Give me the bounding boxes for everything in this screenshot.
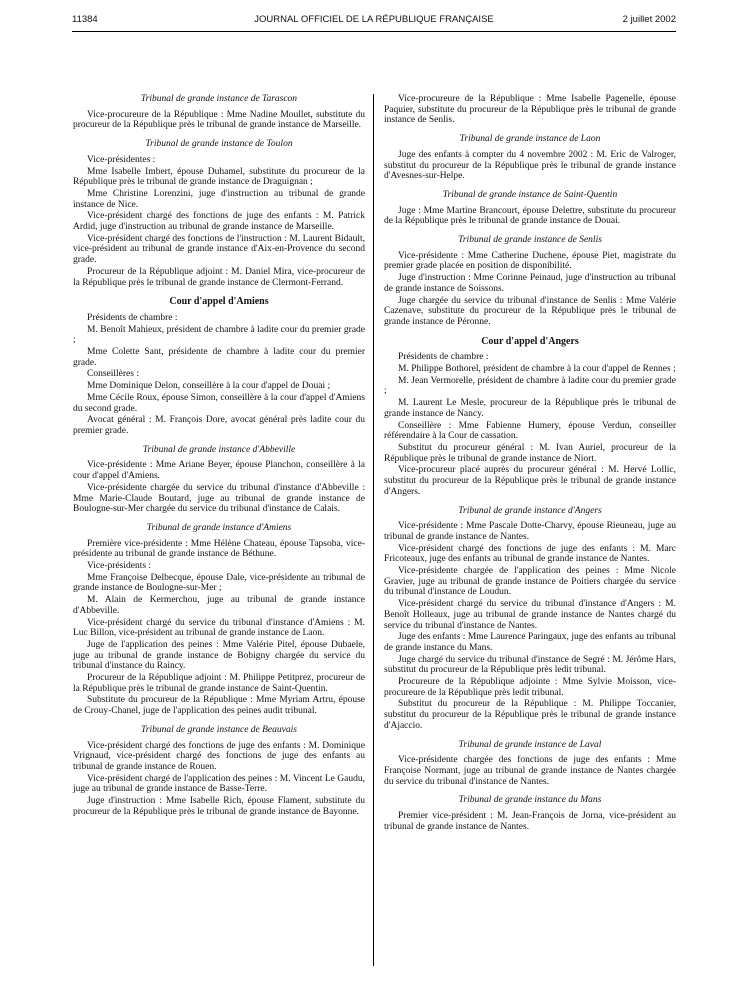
court-heading: Cour d'appel d'Amiens [169,296,269,308]
paragraph: Vice-présidente chargée de l'application des peines : Mme Nicole Gravier, juge au tribunal de grande instance de Poitiers chargée du service du tribunal d'instance de Loudun. [384,566,676,598]
page-number: 11384 [72,14,98,25]
right-column [384,94,676,833]
paragraph: M. Jean Vermorelle, président de chambre à ladite cour du premier grade ; [384,375,676,397]
paragraph: Vice-procureure de la République : Mme Nadine Moullet, substitute du procureur de la République près le tribunal de grande instance de Marseille. [73,109,365,131]
paragraph: Vice-présidentes : [87,154,156,165]
section-heading: Tribunal de grande instance d'Angers [458,505,602,516]
paragraph: Vice-président chargé des fonctions de juge des enfants : M. Dominique Vrignaud, vice-président chargé des fonctions de juge des enfants au tribunal de grande instance de Rouen. [73,740,365,772]
section-heading: Tribunal de grande instance de Senlis [458,235,602,246]
paragraph: Substitut du procureur de la République : M. Philippe Toccanier, substitut du procureur de la République près le tribunal de grande instance d'Ajaccio. [384,699,676,731]
section-heading: Tribunal de grande instance de Toulon [145,139,293,150]
paragraph: Juge d'instruction : Mme Isabelle Rich, épouse Flament, substitute du procureur de la République près le tribunal de grande instance de Bayonne. [73,796,365,817]
paragraph: Avocat général : M. François Dore, avocat général près ladite cour du premier grade. [73,415,365,436]
section-heading: Tribunal de grande instance de Saint-Quentin [442,189,618,200]
paragraph: M. Laurent Le Mesle, procureur de la République près le tribunal de grande instance de Nancy. [384,398,676,419]
paragraph: Vice-procureure de la République : Mme Isabelle Pagenelle, épouse Paquier, substitute du procureur de la République près le tribunal de grande instance de Senlis. [384,94,676,126]
paragraph: Juge : Mme Martine Brancourt, épouse Delettre, substitute du procureur de la République près le tribunal de grande instance de Douai. [384,205,676,227]
section-heading: Tribunal de grande instance d'Amiens [146,522,292,533]
paragraph: Vice-procureur placé auprès du procureur général : M. Hervé Lollic, substitut du procureur de la République près le tribunal de grande instance d'Angers. [384,465,676,497]
paragraph: Juge des enfants à compter du 4 novembre 2002 : M. Eric de Valroger, substitut du procureur de la République près le tribunal de grande instance d'Avesnes-sur-Helpe. [384,149,676,182]
paragraph: Conseillère : Mme Fabienne Humery, épouse Verdun, conseiller référendaire à la Cour de cassation. [384,420,676,442]
paragraph: Mme Françoise Delbecque, épouse Dale, vice-présidente au tribunal de grande instance de Boulogne-sur-Mer ; [73,572,365,594]
section-heading: Tribunal de grande instance de Beauvais [141,724,297,735]
paragraph: Première vice-présidente : Mme Hélène Chateau, épouse Tapsoba, vice-présidente au tribunal de grande instance de Béthune. [73,538,365,560]
paragraph: M. Benoît Mahieux, président de chambre à ladite cour du premier grade ; [73,324,365,346]
section-heading: Tribunal de grande instance du Mans [458,795,602,806]
paragraph: M. Philippe Bothorel, président de chambre à la cour d'appel de Rennes ; [398,364,676,375]
paragraph: Substitute du procureur de la République : Mme Myriam Artru, épouse de Crouy-Chanel, juge de l'application des peines audit tribunal. [73,695,365,717]
paragraph: Mme Cécile Roux, épouse Simon, conseillère à la cour d'appel d'Amiens du second grade. [73,392,365,414]
paragraph: Conseillères : [87,369,139,380]
paragraph: Mme Colette Sant, présidente de chambre à ladite cour du premier grade. [73,347,365,368]
page-header [72,14,676,30]
paragraph: M. Alain de Kermerchou, juge au tribunal de grande instance d'Abbeville. [73,595,365,616]
paragraph: Juge d'instruction : Mme Corinne Peinaud, juge d'instruction au tribunal de grande instance de Soissons. [384,273,676,294]
section-heading: Tribunal de grande instance de Laon [459,134,601,145]
paragraph: Vice-présidente : Mme Catherine Duchene, épouse Piet, magistrate du premier grade placée en position de disponibilité. [384,250,676,272]
issue-date: 2 juillet 2002 [622,14,676,25]
paragraph: Juge des enfants : Mme Laurence Paringaux, juge des enfants au tribunal de grande instance du Mans. [384,632,676,653]
paragraph: Premier vice-président : M. Jean-François de Jorna, vice-président au tribunal de grande instance de Nantes. [384,811,676,832]
paragraph: Procureur de la République adjoint : M. Daniel Mira, vice-procureur de la République près le tribunal de grande instance de Clermont-Ferrand. [73,266,365,288]
paragraph: Vice-président chargé des fonctions de l'instruction : M. Laurent Bidault, vice-président au tribunal de grande instance d'Aix-en-Provence du second grade. [73,233,365,266]
paragraph: Mme Christine Lorenzini, juge d'instruction au tribunal de grande instance de Nice. [73,188,365,210]
paragraph: Présidents de chambre : [87,312,178,323]
paragraph: Mme Dominique Delon, conseillère à la cour d'appel de Douai ; [87,381,331,392]
column-divider [373,94,374,966]
paragraph: Vice-présidente : Mme Ariane Beyer, épouse Planchon, conseillère à la cour d'appel d'Amiens. [73,460,365,482]
paragraph: Vice-président chargé des fonctions de juge des enfants : M. Patrick Ardid, juge d'instruction au tribunal de grande instance de Marseille. [73,211,365,233]
paragraph: Juge de l'application des peines : Mme Valérie Pitel, épouse Dubaele, juge au tribunal de grande instance de Bobigny chargée du service du tribunal d'instance du Raincy. [73,639,365,672]
paragraph: Vice-président chargé de l'application des peines : M. Vincent Le Gaudu, juge au tribunal de grande instance de Basse-Terre. [73,773,365,795]
paragraph: Vice-présidente chargée des fonctions de juge des enfants : Mme Françoise Normant, juge au tribunal de grande instance de Nantes chargée du service du tribunal d'instance de Nantes. [384,755,676,787]
section-heading: Tribunal de grande instance d'Abbeville [142,444,296,455]
section-heading: Tribunal de grande instance de Tarascon [140,94,298,104]
paragraph: Vice-président chargé des fonctions de juge des enfants : M. Marc Fricoteaux, juge des enfants au tribunal de grande instance de Nantes. [384,543,676,565]
paragraph: Vice-président chargé du service du tribunal d'instance d'Amiens : M. Luc Billon, vice-président au tribunal de grande instance de Laon. [73,617,365,639]
paragraph: Procureur de la République adjoint : M. Philippe Petitprez, procureur de la République près le tribunal de grande instance de Saint-Quentin. [73,673,365,694]
paragraph: Vice-présidente chargée du service du tribunal d'instance d'Abbeville : Mme Marie-Claude Boutard, juge au tribunal de grande instance de Boulogne-sur-Mer chargée du service du tribunal d'instance de Calais. [73,482,365,515]
paragraph: Vice-présidents : [87,561,152,572]
section-heading: Tribunal de grande instance de Laval [458,739,602,750]
left-column [73,94,365,818]
header-rule [72,31,676,32]
paragraph: Vice-présidente : Mme Pascale Dotte-Charvy, épouse Rieuneau, juge au tribunal de grande instance de Nantes. [384,521,676,542]
paragraph: Présidents de chambre : [398,352,489,363]
paragraph: Mme Isabelle Imbert, épouse Duhamel, substitute du procureur de la République près le tribunal de grande instance de Draguignan ; [73,166,365,188]
court-heading: Cour d'appel d'Angers [481,335,579,347]
paragraph: Vice-président chargé du service du tribunal d'instance d'Angers : M. Benoît Holleaux, juge au tribunal de grande instance de Nantes chargé du service du tribunal d'instance de Nantes. [384,599,676,631]
paragraph: Juge chargée du service du tribunal d'instance de Senlis : Mme Valérie Cazenave, substitute du procureur de la République près le tribunal de grande instance de Péronne. [384,295,676,327]
journal-title: JOURNAL OFFICIEL DE LA RÉPUBLIQUE FRANÇAISE [254,14,494,25]
paragraph: Juge chargé du service du tribunal d'instance de Segré : M. Jérôme Hars, substitut du procureur de la République près ledit tribunal. [384,654,676,676]
paragraph: Substitut du procureur général : M. Ivan Auriel, procureur de la République près le tribunal de grande instance de Niort. [384,442,676,464]
paragraph: Procureure de la République adjointe : Mme Sylvie Moisson, vice-procureure de la République près ledit tribunal. [384,677,676,698]
